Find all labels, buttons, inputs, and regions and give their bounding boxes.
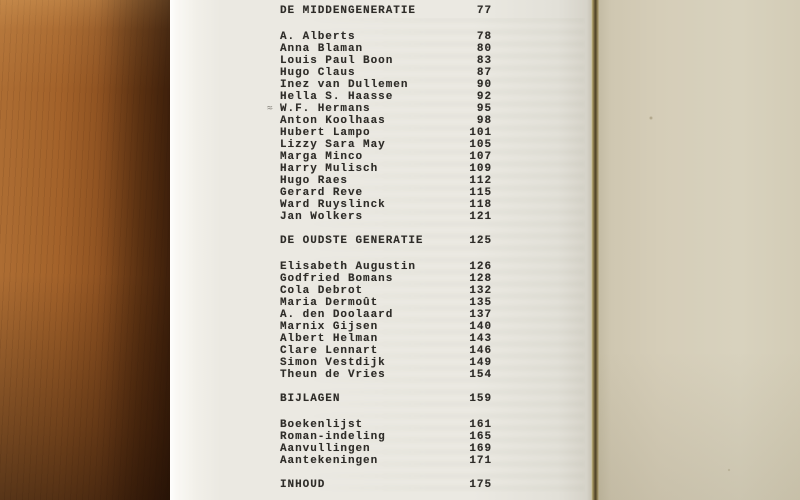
entry-page: 159	[469, 393, 492, 405]
toc-list	[266, 5, 492, 500]
toc-entry	[280, 55, 492, 67]
entry-label: Theun de Vries	[280, 369, 386, 381]
entry-label: Louis Paul Boon	[280, 55, 394, 67]
entry-page: 92	[476, 91, 492, 103]
entry-page: 149	[469, 357, 492, 369]
entry-page: 121	[469, 211, 492, 223]
facing-blank-page	[599, 0, 800, 500]
entry-page: 78	[476, 31, 492, 43]
toc-entry	[280, 455, 492, 467]
toc-entry	[280, 345, 492, 357]
page-gutter	[591, 0, 599, 500]
toc-section	[266, 5, 492, 223]
entry-label: Clare Lennart	[280, 345, 379, 357]
entry-label: DE OUDSTE GENERATIE	[280, 235, 424, 247]
entry-label: Inez van Dullemen	[280, 79, 409, 91]
entry-label: Aanvullingen	[280, 443, 371, 455]
toc-section	[280, 393, 492, 467]
entry-page: 140	[469, 321, 492, 333]
entry-label: Jan Wolkers	[280, 211, 364, 223]
entry-label: Godfried Bomans	[280, 273, 394, 285]
entry-label: Ward Ruyslinck	[280, 199, 386, 211]
entry-label: A. den Doolaard	[280, 309, 394, 321]
entry-page: 80	[476, 43, 492, 55]
toc-entry	[280, 357, 492, 369]
toc-section	[280, 479, 492, 491]
entry-label: W.F. Hermans	[280, 103, 371, 115]
entry-label: Harry Mulisch	[280, 163, 379, 175]
book-edge-shadow	[96, 0, 172, 500]
entry-page: 115	[469, 187, 492, 199]
entry-label: Boekenlijst	[280, 419, 364, 431]
entry-page: 128	[469, 273, 492, 285]
entry-page: 95	[476, 103, 492, 115]
entry-label: Aantekeningen	[280, 455, 379, 467]
contents-page	[170, 0, 591, 500]
entry-page: 132	[469, 285, 492, 297]
entry-label: Hella S. Haasse	[280, 91, 394, 103]
toc-entry	[280, 91, 492, 103]
toc-entry	[280, 43, 492, 55]
entry-page: 112	[469, 175, 492, 187]
toc-section	[280, 235, 492, 381]
toc-entry	[280, 163, 492, 175]
pencil-mark: ≈	[266, 103, 275, 116]
entry-page: 118	[469, 199, 492, 211]
entry-label: Hugo Raes	[280, 175, 348, 187]
toc-entry	[280, 261, 492, 273]
entry-label: Hubert Lampo	[280, 127, 371, 139]
entry-page: 107	[469, 151, 492, 163]
entry-page: 154	[469, 369, 492, 381]
toc-entry	[280, 369, 492, 381]
toc-entry	[266, 103, 492, 116]
entry-page: 175	[469, 479, 492, 491]
toc-entry	[280, 139, 492, 151]
toc-entry	[280, 127, 492, 139]
entry-page: 101	[469, 127, 492, 139]
entry-label: Anna Blaman	[280, 43, 364, 55]
toc-entry	[280, 443, 492, 455]
entry-page: 98	[476, 115, 492, 127]
entry-label: DE MIDDENGENERATIE	[280, 5, 416, 17]
entry-page: 171	[469, 455, 492, 467]
toc-entry	[280, 273, 492, 285]
toc-entry	[280, 309, 492, 321]
toc-entry	[280, 187, 492, 199]
toc-entry	[280, 419, 492, 431]
toc-entry	[280, 31, 492, 43]
entry-label: Marnix Gijsen	[280, 321, 379, 333]
entry-page: 105	[469, 139, 492, 151]
toc-entry	[280, 79, 492, 91]
entry-page: 126	[469, 261, 492, 273]
entry-page: 135	[469, 297, 492, 309]
toc-entry	[280, 333, 492, 345]
toc-entry	[280, 67, 492, 79]
toc-heading	[280, 393, 492, 405]
entry-page: 143	[469, 333, 492, 345]
entry-page: 90	[476, 79, 492, 91]
entry-label: INHOUD	[280, 479, 326, 491]
entry-label: Marga Minco	[280, 151, 364, 163]
toc-heading	[280, 479, 492, 491]
entry-page: 169	[469, 443, 492, 455]
toc-heading	[280, 5, 492, 17]
entry-page: 83	[476, 55, 492, 67]
toc-entry	[280, 175, 492, 187]
entry-label: Cola Debrot	[280, 285, 364, 297]
entry-page: 77	[476, 5, 492, 17]
toc-entry	[280, 199, 492, 211]
entry-label: Simon Vestdijk	[280, 357, 386, 369]
toc-entry	[280, 211, 492, 223]
toc-entry	[280, 297, 492, 309]
entry-label: Lizzy Sara May	[280, 139, 386, 151]
toc-entry	[280, 431, 492, 443]
toc-heading	[280, 235, 492, 247]
toc-entry	[280, 285, 492, 297]
toc-entry	[280, 151, 492, 163]
entry-page: 125	[469, 235, 492, 247]
entry-page: 87	[476, 67, 492, 79]
entry-page: 165	[469, 431, 492, 443]
entry-label: BIJLAGEN	[280, 393, 341, 405]
entry-label: Maria Dermoût	[280, 297, 379, 309]
entry-label: Hugo Claus	[280, 67, 356, 79]
entry-page: 161	[469, 419, 492, 431]
entry-label: A. Alberts	[280, 31, 356, 43]
entry-label: Elisabeth Augustin	[280, 261, 416, 273]
entry-label: Anton Koolhaas	[280, 115, 386, 127]
toc-entry	[280, 115, 492, 127]
entry-page: 146	[469, 345, 492, 357]
entry-page: 137	[469, 309, 492, 321]
entry-page: 109	[469, 163, 492, 175]
entry-label: Roman-indeling	[280, 431, 386, 443]
entry-label: Gerard Reve	[280, 187, 364, 199]
toc-entry	[280, 321, 492, 333]
entry-label: Albert Helman	[280, 333, 379, 345]
